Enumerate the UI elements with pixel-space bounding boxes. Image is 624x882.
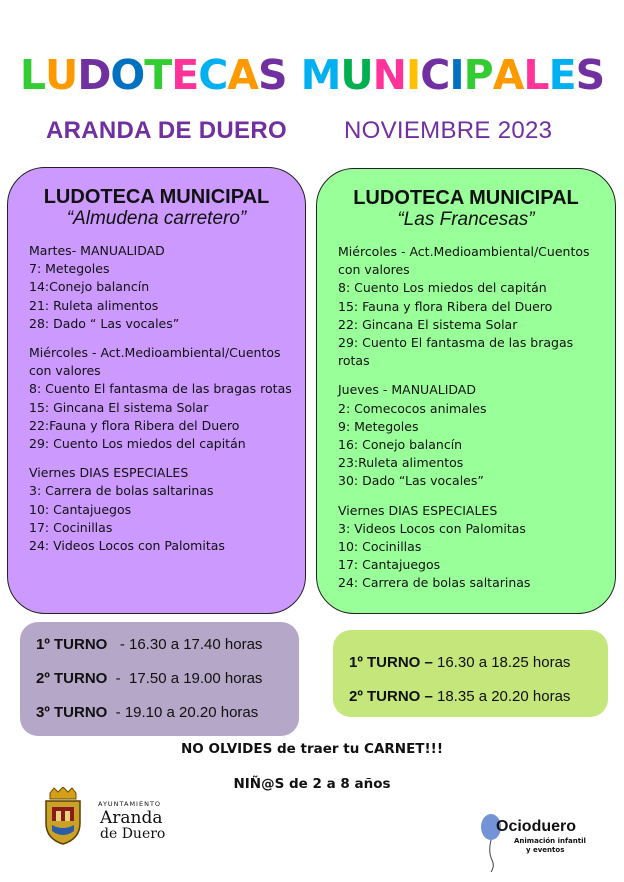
- activity-item: 23:Ruleta alimentos: [338, 455, 464, 471]
- turno-time: - 16.30 a 17.40 horas: [107, 636, 263, 653]
- title-letter: M: [300, 51, 341, 99]
- ludoteca-francesas-card: [316, 168, 616, 614]
- section-heading: Martes- MANUALIDAD: [29, 243, 165, 258]
- ocio-tagline: Animación infantil: [514, 837, 586, 845]
- coat-of-arms-icon: [40, 787, 86, 845]
- turno-row: [36, 634, 299, 668]
- title-letter: L: [523, 51, 549, 99]
- activity-item: 8: Cuento El fantasma de las bragas rotas: [29, 381, 292, 397]
- turno-row: [349, 652, 608, 686]
- turno-time: 18.35 a 20.20 horas: [432, 688, 571, 705]
- activity-list: [338, 243, 607, 593]
- age-note: NIÑ@S de 2 a 8 años: [233, 776, 391, 792]
- title-letter: A: [492, 51, 524, 99]
- section-heading: Jueves - MANUALIDAD: [338, 382, 476, 398]
- activity-section: [338, 243, 607, 370]
- title-letter: U: [45, 51, 78, 99]
- ayto-name-2: de Duero: [100, 826, 166, 842]
- activity-section: [29, 344, 293, 453]
- activity-list: [29, 242, 293, 555]
- activity-item: 24: Carrera de bolas saltarinas: [338, 575, 531, 591]
- title-letter: L: [19, 51, 46, 99]
- activity-item: 30: Dado “Las vocales”: [338, 473, 484, 489]
- turno-label: 3º TURNO: [36, 704, 108, 721]
- title-letter: I: [406, 51, 421, 99]
- activity-item: 10: Cantajuegos: [29, 501, 132, 517]
- card-subtitle: “Las Francesas”: [397, 209, 535, 230]
- turno-row: [36, 702, 299, 736]
- title-letter: S: [258, 51, 287, 99]
- activity-item: 3: Carrera de bolas saltarinas: [29, 483, 214, 499]
- activity-item: 2: Comecocos animales: [338, 400, 487, 416]
- ayuntamiento-logo: [40, 787, 180, 847]
- activity-item: 29: Cuento El fantasma de las bragas rotas: [338, 335, 574, 369]
- title-letter: N: [372, 51, 406, 99]
- title-letter: P: [463, 51, 493, 99]
- ludoteca-almudena-card: [7, 167, 306, 614]
- activity-item: 9: Metegoles: [338, 418, 419, 434]
- activity-item: 10: Cocinillas: [338, 539, 422, 555]
- activity-item: 7: Metegoles: [29, 261, 110, 277]
- ocio-name: Ocioduero: [496, 818, 577, 835]
- activity-item: 21: Ruleta alimentos: [29, 297, 159, 313]
- turno-row: [349, 686, 608, 720]
- activity-item: 17: Cocinillas: [29, 519, 113, 535]
- city-heading: ARANDA DE DUERO: [46, 117, 287, 144]
- title-letter: C: [198, 51, 228, 99]
- title-letter: D: [77, 51, 111, 99]
- ocioduero-logo: [478, 812, 598, 872]
- turno-time: - 17.50 a 19.00 horas: [107, 670, 263, 687]
- turno-label: 1º TURNO: [36, 636, 108, 653]
- activity-item: 15: Gincana El sistema Solar: [29, 399, 209, 415]
- ayto-small-label: AYUNTAMIENTO: [98, 800, 162, 808]
- title-letter: U: [340, 51, 373, 99]
- activity-item: 8: Cuento Los miedos del capitán: [338, 280, 547, 296]
- title-letter: T: [144, 51, 172, 99]
- card-title: LUDOTECA MUNICIPAL: [43, 186, 270, 208]
- turno-label: 2º TURNO –: [349, 688, 433, 705]
- turno-time: 16.30 a 18.25 horas: [432, 654, 571, 671]
- activity-item: 15: Fauna y flora Ribera del Duero: [338, 298, 553, 314]
- activity-item: 22:Fauna y flora Ribera del Duero: [29, 417, 240, 433]
- activity-section: [338, 381, 607, 490]
- ocio-tagline-2: y eventos: [526, 846, 565, 854]
- turnos-francesas: [333, 630, 608, 717]
- section-heading: Miércoles - Act.Medioambiental/Cuentos con valores: [29, 345, 281, 379]
- activity-section: [29, 242, 293, 333]
- carnet-note: NO OLVIDES de traer tu CARNET!!!: [181, 741, 443, 757]
- activity-item: 28: Dado “ Las vocales”: [29, 315, 180, 331]
- title-letter: A: [227, 51, 259, 99]
- activity-item: 24: Videos Locos con Palomitas: [29, 538, 225, 554]
- section-heading: Viernes DIAS ESPECIALES: [29, 465, 189, 481]
- activity-item: 16: Conejo balancín: [338, 437, 463, 453]
- turno-row: [36, 668, 299, 702]
- activity-item: 22: Gincana El sistema Solar: [338, 316, 518, 332]
- turnos-almudena: [20, 622, 299, 736]
- card-subtitle: “Almudena carretero”: [66, 208, 247, 229]
- title-letter: I: [449, 51, 464, 99]
- activity-item: 3: Videos Locos con Palomitas: [338, 520, 526, 536]
- activity-item: 29: Cuento Los miedos del capitán: [29, 436, 246, 452]
- activity-item: 17: Cantajuegos: [338, 557, 441, 573]
- turno-label: 1º TURNO –: [349, 654, 433, 671]
- turno-label: 2º TURNO: [36, 670, 108, 687]
- title-letter: E: [171, 51, 199, 99]
- card-title: LUDOTECA MUNICIPAL: [353, 187, 579, 209]
- activity-item: 14:Conejo balancín: [29, 279, 150, 295]
- turno-time: - 19.10 a 20.20 horas: [107, 704, 259, 721]
- page-title: [0, 52, 624, 98]
- activity-section: [29, 464, 293, 555]
- title-letter: O: [110, 51, 145, 99]
- title-letter: [287, 52, 301, 98]
- activity-section: [338, 502, 607, 593]
- month-heading: NOVIEMBRE 2023: [344, 117, 553, 144]
- title-letter: C: [420, 51, 450, 99]
- title-letter: E: [548, 51, 576, 99]
- section-heading: Viernes DIAS ESPECIALES: [338, 502, 498, 518]
- title-letter: S: [575, 51, 605, 99]
- ayto-name: Aranda: [100, 808, 163, 828]
- section-heading: Miércoles - Act.Medioambiental/Cuentos con valores: [338, 244, 590, 278]
